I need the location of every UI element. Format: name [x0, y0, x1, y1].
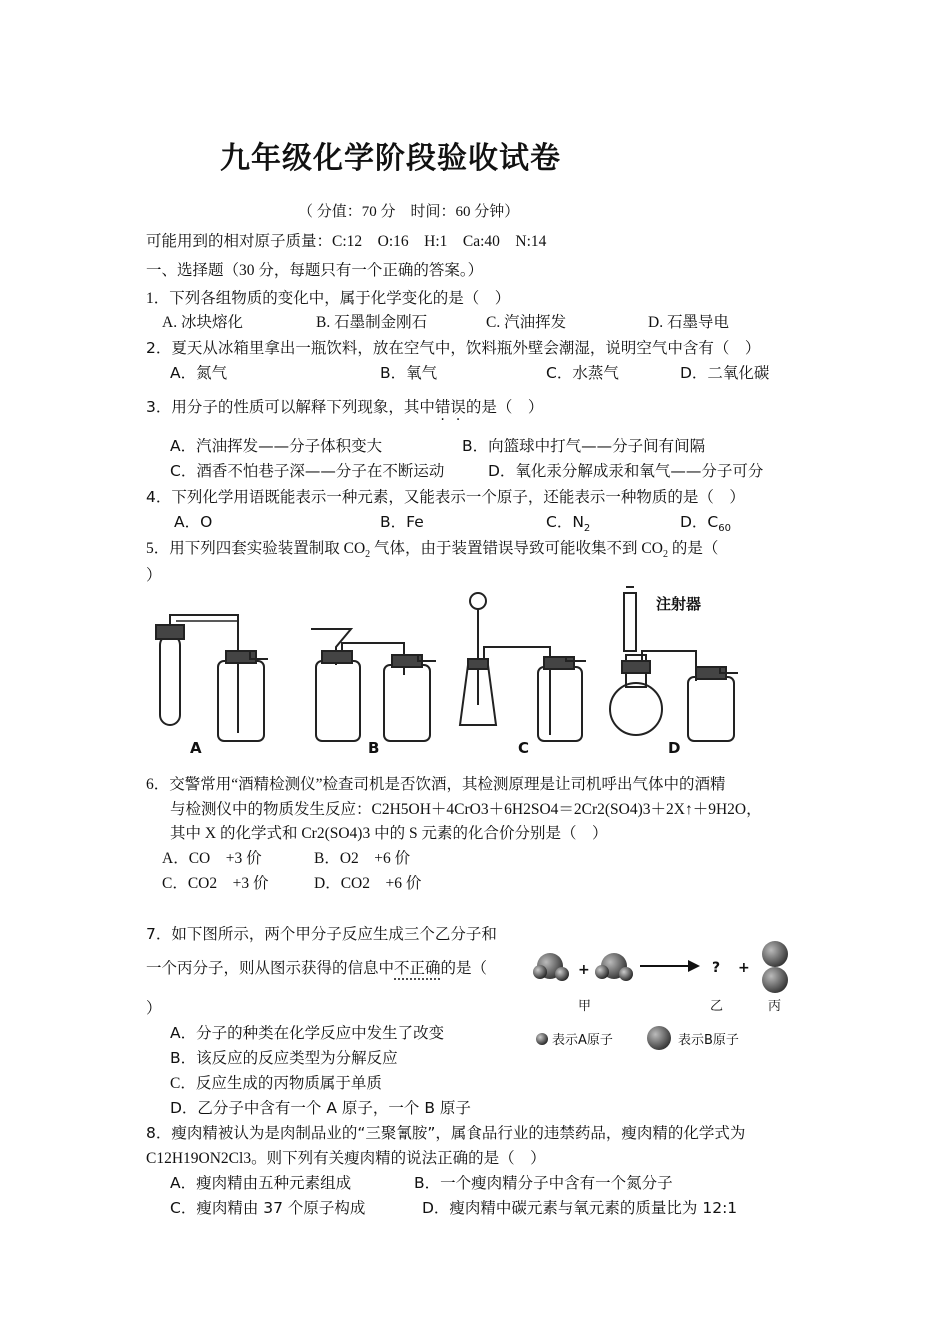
- apparatus-label-c: C: [518, 739, 530, 757]
- q5-sub-1: 2: [365, 549, 371, 561]
- q3-stem-post: 的是（ ）: [465, 398, 544, 416]
- q3-stem: [146, 395, 543, 417]
- q8-option-a: A．瘦肉精由五种元素组成: [170, 1174, 352, 1192]
- q8-line2: C12H19ON2Cl3。则下列有关瘦肉精的说法正确的是（ ）: [146, 1150, 546, 1167]
- molecule-jia-1: [533, 953, 569, 981]
- label-yi: 乙: [710, 999, 724, 1014]
- q5-stem-mid: 气体，由于装置错误导致可能收集不到 CO: [370, 540, 663, 557]
- q7-line1: 7．如下图所示，两个甲分子反应生成三个乙分子和: [146, 925, 497, 943]
- q7-option-b: B．该反应的反应类型为分解反应: [170, 1049, 398, 1067]
- legend-b-atom: [647, 1026, 671, 1050]
- apparatus-figure: [146, 585, 746, 760]
- plus-sign: +: [578, 962, 590, 978]
- q4-option-d-sub: 60: [718, 523, 731, 535]
- molecule-jia-2: [595, 953, 633, 981]
- q6-line2-pre: 与检测仪中的物质发生反应：: [170, 801, 372, 818]
- section-heading: 一、选择题（30 分，每题只有一个正确的答案。）: [146, 262, 484, 279]
- q8-option-c: C．瘦肉精由 37 个原子构成: [170, 1199, 366, 1217]
- label-bing: 丙: [768, 999, 782, 1014]
- q5-close-paren: ）: [146, 567, 162, 584]
- apparatus-c: [460, 593, 586, 741]
- q5-sub-2: 2: [662, 549, 668, 561]
- apparatus-label-b: B: [368, 739, 380, 757]
- q6-line2: [170, 797, 762, 819]
- q7-emphasis: 不正确: [394, 959, 441, 977]
- q3-option-d: D．氧化汞分解成汞和氧气——分子可分: [488, 462, 764, 480]
- apparatus-a: [156, 615, 268, 741]
- q7-line2: [146, 956, 487, 978]
- plus-sign-2: +: [738, 960, 750, 976]
- q7-line2-pre: 一个丙分子，则从图示获得的信息中: [146, 959, 395, 977]
- q8-option-d: D．瘦肉精中碳元素与氧元素的质量比为 12:1: [422, 1199, 738, 1217]
- q6-line3: 其中 X 的化学式和 Cr2(SO4)3 中的 S 元素的化合价分别是（ ）: [170, 825, 608, 842]
- apparatus-b: [311, 629, 436, 741]
- q2-option-a: A．氮气: [170, 364, 228, 382]
- q8-line1: 8．瘦肉精被认为是肉制品业的“三聚氰胺”，属食品行业的违禁药品，瘦肉精的化学式为: [146, 1124, 746, 1142]
- q4-stem: 4．下列化学用语既能表示一种元素，又能表示一个原子，还能表示一种物质的是（ ）: [146, 488, 745, 506]
- q2-option-b: B．氧气: [380, 364, 438, 382]
- unknown-molecule: ?: [712, 960, 721, 976]
- q3-emphasis-2: 误: [450, 398, 466, 416]
- molecule-bing: [762, 941, 788, 993]
- q5-stem: [146, 536, 718, 560]
- q4-option-c: [546, 510, 590, 534]
- atomic-masses: 可能用到的相对原子质量：C:12 O:16 H:1 Ca:40 N:14: [146, 233, 547, 250]
- reaction-arrow: [640, 960, 700, 972]
- apparatus-label-d: D: [668, 739, 681, 757]
- q6-stem: 6．交警常用“酒精检测仪”检查司机是否饮酒，其检测原理是让司机呼出气体中的酒精: [146, 776, 726, 793]
- q3-stem-pre: 3．用分子的性质可以解释下列现象，其中: [146, 398, 435, 416]
- reaction-figure: [528, 936, 798, 1054]
- q6-option-a: A．CO +3 价: [162, 850, 262, 867]
- q1-option-b: B. 石墨制金刚石: [316, 314, 428, 331]
- q7-option-c: C．反应生成的丙物质属于单质: [170, 1075, 382, 1092]
- apparatus-label-a: A: [190, 739, 202, 757]
- q6-equation: C2H5OH＋4CrO3＋6H2SO4＝2Cr2(SO4)3＋2X↑＋9H2O，: [371, 801, 762, 818]
- q7-option-d: D．乙分子中含有一个 A 原子，一个 B 原子: [170, 1099, 471, 1117]
- q2-option-c: C．水蒸气: [546, 364, 619, 382]
- q6-option-d: D．CO2 +6 价: [314, 875, 422, 892]
- q4-option-d: [680, 510, 731, 534]
- legend-b-label: 表示B原子: [678, 1033, 739, 1048]
- q3-option-a: A．汽油挥发——分子体积变大: [170, 437, 383, 455]
- legend-a-atom: [536, 1033, 548, 1045]
- legend-a-label: 表示A原子: [552, 1033, 613, 1048]
- q6-option-b: B．O2 +6 价: [314, 850, 411, 867]
- score-time: （ 分值：70 分 时间：60 分钟）: [298, 204, 520, 220]
- q7-option-a: A．分子的种类在化学反应中发生了改变: [170, 1024, 445, 1042]
- syringe-label: 注射器: [656, 595, 702, 613]
- q3-emphasis-1: 错: [434, 398, 451, 416]
- q8-option-b: B．一个瘦肉精分子中含有一个氮分子: [414, 1174, 673, 1192]
- q3-option-c: C．酒香不怕巷子深——分子在不断运动: [170, 462, 445, 480]
- q1-stem: 1．下列各组物质的变化中，属于化学变化的是（ ）: [146, 290, 511, 307]
- q2-option-d: D．二氧化碳: [680, 364, 770, 382]
- label-jia: 甲: [578, 999, 592, 1014]
- q4-option-c-sub: 2: [583, 523, 591, 535]
- q4-option-d-text: D．C: [680, 513, 719, 531]
- q1-option-a: A. 冰块熔化: [162, 314, 243, 331]
- q7-close-paren: ）: [146, 999, 162, 1017]
- q5-stem-post: 的是（: [667, 540, 719, 557]
- q4-option-c-text: C．N: [546, 513, 584, 531]
- q4-option-b: B．Fe: [380, 513, 424, 531]
- q5-stem-pre: 5．用下列四套实验装置制取 CO: [146, 540, 366, 557]
- page-title: 九年级化学阶段验收试卷: [220, 141, 561, 176]
- q6-option-c: C．CO2 +3 价: [162, 875, 269, 892]
- q1-option-d: D. 石墨导电: [648, 314, 729, 331]
- q1-option-c: C. 汽油挥发: [486, 314, 567, 331]
- q7-line2-post: 的是（: [440, 959, 488, 977]
- q4-option-a: A．O: [174, 513, 213, 531]
- q2-stem: 2．夏天从冰箱里拿出一瓶饮料，放在空气中，饮料瓶外壁会潮湿，说明空气中含有（ ）: [146, 339, 761, 357]
- q3-option-b: B．向篮球中打气——分子间有间隔: [462, 437, 706, 455]
